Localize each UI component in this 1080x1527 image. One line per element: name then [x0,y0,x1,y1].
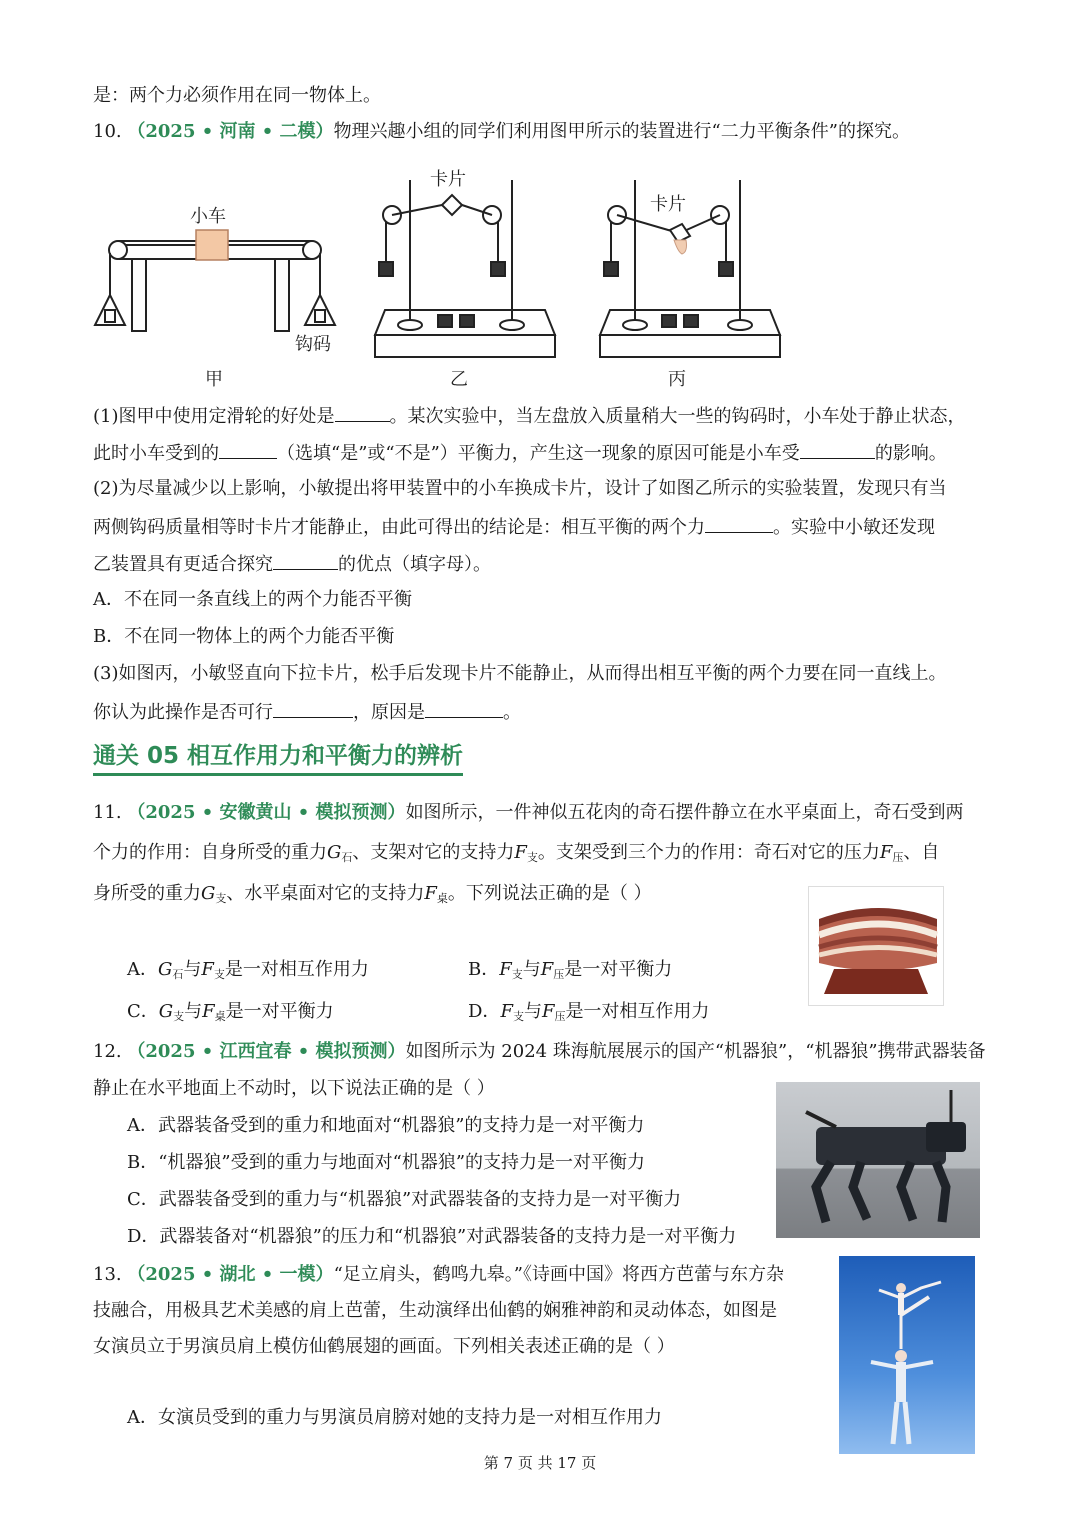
text: 、自 [903,842,940,863]
q12-option-c[interactable]: C．武器装备受到的重力与“机器狼”对武器装备的支持力是一对平衡力 [127,1189,682,1210]
symbol: F [424,883,437,904]
cart-label: 小车 [190,206,226,227]
source-tag: （2025 • 安徽黄山 • 模拟预测） [127,802,406,823]
text: 。某次实验中，当左盘放入质量稍大一些的钩码时，小车处于静止状态， [389,406,966,427]
q11-option-a[interactable] [127,958,369,987]
card-label-yi: 卡片 [430,169,466,190]
question-number: 11. [93,802,122,823]
q12-option-b[interactable]: B．“机器狼”受到的重力与地面对“机器狼”的支持力是一对平衡力 [127,1152,646,1173]
answer-blank[interactable] [273,699,353,718]
question-10-part2: (2)为尽量减少以上影响，小敏提出将甲装置中的小车换成卡片，设计了如图乙所示的实验装置，发现只有当 [93,478,947,499]
card-label-bing: 卡片 [650,194,686,215]
subscript: 支 [526,851,538,864]
subscript: 支 [512,1010,524,1023]
text: 、水平桌面对它的支持力 [226,883,425,904]
text: 你认为此操作是否可行 [93,702,273,723]
text: 身所受的重力 [93,883,201,904]
ballet-photo [839,1256,975,1454]
subscript: 支 [173,1010,185,1023]
answer-blank[interactable] [425,699,503,718]
answer-blank[interactable] [705,514,773,533]
figure-bing-apparatus [600,180,780,357]
page-number-footer: 第 7 页 共 17 页 [483,1454,597,1472]
q11-option-b[interactable] [468,958,672,987]
question-12-line2: 静止在水平地面上不动时，以下说法正确的是（ ） [93,1078,495,1099]
text: 。支架受到三个力的作用：奇石对它的压力 [537,842,880,863]
text: 。下列说法正确的是（ ） [447,883,652,904]
question-13-line2: 技融合，用极具艺术美感的肩上芭蕾，生动演绎出仙鹤的娴雅神韵和灵动体态，如图是 [93,1300,777,1321]
subscript: 石 [341,851,353,864]
figure-label-bing: 丙 [668,369,686,390]
q12-option-d[interactable]: D．武器装备对“机器狼”的压力和“机器狼”对武器装备的支持力是一对平衡力 [127,1226,737,1247]
text: 的优点（填字母）。 [338,554,491,575]
robot-dog-photo [776,1082,980,1238]
symbol: F [540,959,554,980]
text: 是一对平衡力 [225,1001,334,1022]
symbol: G [158,1001,174,1022]
subscript: 支 [213,968,225,981]
text: 个力的作用：自身所受的重力 [93,842,327,863]
text: C． [127,1001,159,1022]
text: 。 [503,702,521,723]
symbol: G [327,842,342,863]
question-10-part1-cont [93,440,947,466]
text: 、支架对它的支持力 [352,842,515,863]
text: A． [127,959,158,980]
weight-label: 钩码 [295,334,331,355]
question-10-part3: (3)如图丙，小敏竖直向下拉卡片，松手后发现卡片不能静止，从而得出相互平衡的两个力要在同一直线上。 [93,663,947,684]
experiment-figure [90,150,790,395]
cart-block [196,230,228,260]
question-13-line3: 女演员立于男演员肩上模仿仙鹤展翅的画面。下列相关表述正确的是（ ） [93,1336,675,1357]
text: 与 [183,959,202,980]
answer-blank[interactable] [335,403,390,422]
text: 与 [522,959,541,980]
question-10-part2-cont [93,514,935,540]
subscript: 压 [554,1010,566,1023]
question-11-stem [93,801,964,825]
answer-blank[interactable] [800,440,875,459]
q11-option-c[interactable] [127,1000,334,1029]
hand-icon [674,240,687,254]
q11-option-d[interactable] [468,1000,709,1029]
question-number: 13. [93,1264,122,1285]
subscript: 支 [215,892,227,905]
source-tag: （2025 • 湖北 • 一模） [127,1264,334,1285]
text: 如图所示为 2024 珠海航展展示的国产“机器狼”，“机器狼”携带武器装备 [405,1041,986,1062]
question-text: 物理兴趣小组的同学们利用图甲所示的装置进行“二力平衡条件”的探究。 [333,121,910,142]
symbol: F [201,959,214,980]
subscript: 压 [553,968,565,981]
text: 两侧钩码质量相等时卡片才能静止，由此可得出的结论是：相互平衡的两个力 [93,517,705,538]
text: 是一对平衡力 [564,959,673,980]
symbol: F [514,842,527,863]
subscript: 石 [172,968,184,981]
question-10-stem [93,120,910,144]
figure-yi-apparatus [375,180,555,357]
symbol: G [158,959,173,980]
text: 与 [184,1001,203,1022]
text: (1)图甲中使用定滑轮的好处是 [93,406,335,427]
question-13-stem [93,1263,784,1287]
text: 此时小车受到的 [93,443,219,464]
question-11-line2 [93,841,939,870]
subscript: 桌 [214,1010,226,1023]
text: 。实验中小敏还发现 [773,517,935,538]
text: “足立肩头，鹤鸣九皋。”《诗画中国》将西方芭蕾与东方杂 [333,1264,784,1285]
text: ，原因是 [353,702,425,723]
question-10-part3-cont [93,699,521,725]
q13-option-a[interactable]: A．女演员受到的重力与男演员肩膀对她的支持力是一对相互作用力 [127,1407,662,1428]
symbol: F [499,959,512,980]
text: 是一对相互作用力 [224,959,369,980]
text: （选填“是”或“不是”）平衡力，产生这一现象的原因可能是小车受 [277,443,800,464]
symbol: G [201,883,216,904]
symbol: F [500,1001,513,1022]
stone-photo [808,886,944,1006]
source-tag: （2025 • 江西宜春 • 模拟预测） [127,1041,406,1062]
subscript: 压 [892,851,904,864]
section-heading: 通关 05 相互作用力和平衡力的辨析 [93,741,463,776]
text: 与 [523,1001,542,1022]
text: 是一对相互作用力 [565,1001,710,1022]
question-12-stem [93,1040,986,1064]
answer-blank[interactable] [273,551,338,570]
subscript: 桌 [436,892,448,905]
source-tag: （2025 • 河南 • 二模） [127,121,334,142]
symbol: F [541,1001,555,1022]
text: B． [468,959,500,980]
option-b: B．不在同一物体上的两个力能否平衡 [93,626,395,647]
subscript: 支 [511,968,523,981]
text-line: 是：两个力必须作用在同一物体上。 [93,85,381,106]
question-10-part1 [93,403,966,429]
text: 的影响。 [874,443,947,464]
text: 如图所示，一件神似五花肉的奇石摆件静立在水平桌面上，奇石受到两 [405,802,964,823]
q12-option-a[interactable]: A．武器装备受到的重力和地面对“机器狼”的支持力是一对平衡力 [127,1115,645,1136]
figure-label-yi: 乙 [450,369,468,390]
symbol: F [879,842,893,863]
question-number: 10. [93,121,122,142]
text: 乙装置具有更适合探究 [93,554,273,575]
figure-label-jia: 甲 [205,369,223,390]
question-11-line3 [93,882,652,911]
answer-blank[interactable] [219,440,277,459]
symbol: F [202,1001,215,1022]
question-10-part2-cont2 [93,551,491,577]
question-number: 12. [93,1041,122,1062]
option-a: A．不在同一条直线上的两个力能否平衡 [93,589,412,610]
text: D． [468,1001,501,1022]
